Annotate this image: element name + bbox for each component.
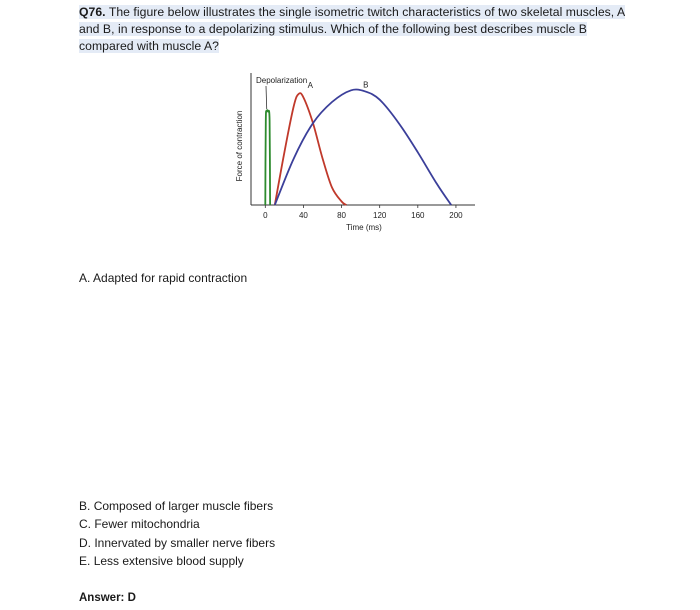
question-line-3: compared with muscle A? (79, 39, 220, 53)
x-tick-label: 40 (298, 211, 308, 220)
option-e[interactable] (79, 553, 244, 569)
option-b-letter: B. (79, 499, 91, 513)
x-tick-label: 120 (373, 211, 387, 220)
curve-a-label: A (307, 80, 314, 90)
depolarization-label: Depolarization (256, 76, 308, 85)
answer-text: Answer: D (79, 592, 136, 604)
option-d-letter: D. (79, 536, 91, 550)
question-text (79, 4, 639, 55)
question-line-2: and B, in response to a depolarizing stimulus. Which of the following best describes muscle B (79, 22, 587, 36)
option-b[interactable] (79, 498, 273, 514)
option-e-letter: E. (79, 554, 91, 568)
x-tick-label: 200 (449, 211, 463, 220)
curve-b-label: B (363, 80, 369, 90)
option-c-text: Fewer mitochondria (94, 517, 200, 531)
depolarization-curve (265, 110, 270, 205)
option-a[interactable] (79, 270, 247, 286)
x-axis-label: Time (ms) (346, 223, 382, 232)
option-a-letter: A. (79, 271, 91, 285)
x-tick-label: 80 (337, 211, 347, 220)
option-c-letter: C. (79, 517, 91, 531)
option-c[interactable] (79, 516, 200, 532)
depolarization-pointer (266, 86, 267, 109)
option-b-text: Composed of larger muscle fibers (93, 499, 274, 513)
option-d-text: Innervated by smaller nerve fibers (94, 536, 276, 550)
y-axis-label: Force of contraction (235, 110, 244, 182)
x-tick-label: 0 (263, 211, 268, 220)
option-d[interactable] (79, 535, 275, 551)
curve-a (275, 93, 347, 205)
x-tick-label: 160 (411, 211, 425, 220)
question-number: Q76. (79, 5, 106, 19)
twitch-figure (228, 70, 488, 240)
curve-b (275, 90, 451, 205)
question-line-1: The figure below illustrates the single isometric twitch characteristics of two skeletal muscles, A (105, 5, 626, 19)
option-e-text: Less extensive blood supply (93, 554, 244, 568)
option-a-text: Adapted for rapid contraction (93, 271, 248, 285)
twitch-chart (228, 70, 488, 240)
